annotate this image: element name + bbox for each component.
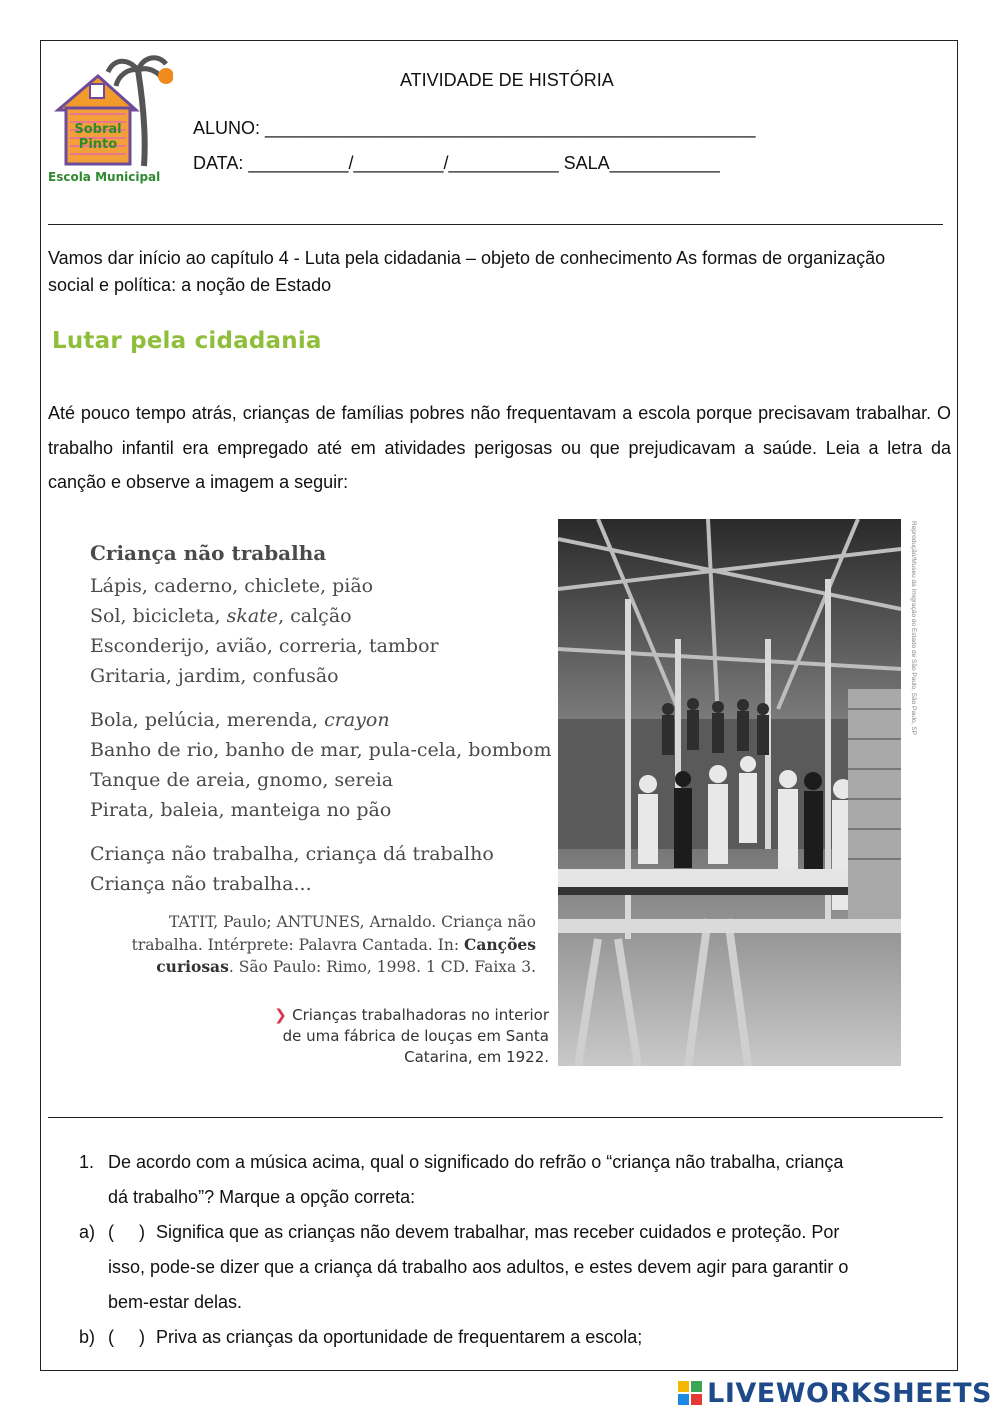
school-logo <box>48 48 173 188</box>
question-1-text-line2: dá trabalho”? Marque a opção correta: <box>108 1187 416 1207</box>
document-title: ATIVIDADE DE HISTÓRIA <box>400 70 614 90</box>
factory-children-photo <box>558 519 901 1066</box>
lyric-line: Lápis, caderno, chiclete, pião <box>90 575 374 597</box>
option-a-text-line3: bem-estar delas. <box>108 1292 243 1312</box>
option-b-label: b) <box>79 1327 96 1347</box>
option-b-text: Priva as crianças da oportunidade de frequentarem a escola; <box>156 1327 643 1347</box>
photo-caption: ❯ Crianças trabalhadoras no interior de uma fábrica de louças em Santa Catarina, em 1922. <box>274 1006 549 1066</box>
question-1-text-line1: De acordo com a música acima, qual o significado do refrão o “criança não trabalha, criança <box>108 1152 844 1172</box>
lyric-line: Tanque de areia, gnomo, sereia <box>90 769 394 791</box>
question-1-number: 1. <box>79 1152 95 1172</box>
logo-text-pinto: Pinto <box>78 137 118 152</box>
liveworksheets-brand[interactable] <box>677 1376 992 1410</box>
intro-paragraph: Até pouco tempo atrás, crianças de famílias pobres não frequentavam a escola porque precisavam trabalhar. O trabalho infantil era empregado até em atividades perigosas ou que prejudicavam a saúde. Leia a letra da canção e observe a imagem a seguir: <box>48 403 951 492</box>
header-divider <box>48 224 943 225</box>
caption-arrow-icon: ❯ <box>274 1006 293 1024</box>
lyric-line: Pirata, baleia, manteiga no pão <box>90 799 392 821</box>
option-b-checkbox[interactable]: ( ) <box>108 1327 145 1347</box>
logo-caption: Escola Municipal <box>48 170 161 184</box>
song-lyrics <box>90 541 550 899</box>
lyric-line: Sol, bicicleta, skate, calção <box>90 605 352 627</box>
lyric-line: Banho de rio, banho de mar, pula-cela, bombom <box>90 739 552 761</box>
option-a-label: a) <box>79 1222 96 1242</box>
photo-side-credit: Reprodução/Museu da Imigração do Estado de São Paulo, São Paulo, SP <box>910 521 917 735</box>
lyric-line: Gritaria, jardim, confusão <box>90 665 339 687</box>
liveworksheets-logo-icon <box>677 1379 703 1407</box>
logo-text-sobral: Sobral <box>74 122 122 137</box>
intro-text: Vamos dar início ao capítulo 4 - Luta pela cidadania – objeto de conhecimento As formas de organização social e política: a noção de Estado <box>48 248 886 295</box>
section-title: Lutar pela cidadania <box>52 328 322 354</box>
factory-photo-image <box>558 519 901 1066</box>
option-a-text-line1: Significa que as crianças não devem trabalhar, mas receber cuidados e proteção. Por <box>156 1222 840 1242</box>
song-credit: TATIT, Paulo; ANTUNES, Arnaldo. Criança não trabalha. Intérprete: Palavra Cantada. In: Canções curiosas. São Paulo: Rimo, 1998. 1 CD. Faixa 3. <box>131 913 536 976</box>
lyric-line: Esconderijo, avião, correria, tambor <box>90 635 439 657</box>
lyric-line: Criança não trabalha, criança dá trabalho <box>90 843 494 865</box>
school-house-palm-logo-icon <box>48 48 173 188</box>
lyric-line: Criança não trabalha... <box>90 873 312 895</box>
student-name-field[interactable]: ALUNO: _________________________________________________ <box>193 118 756 138</box>
song-title: Criança não trabalha <box>90 541 327 565</box>
option-a-text-line2: isso, pode-se dizer que a criança dá trabalho aos adultos, e estes devem agir para garantir o <box>108 1257 849 1277</box>
option-a-checkbox[interactable]: ( ) <box>108 1222 145 1242</box>
brand-text: LIVEWORKSHEETS <box>707 1377 992 1409</box>
section-divider <box>48 1117 943 1118</box>
date-class-field[interactable]: DATA: __________/_________/___________ SALA___________ <box>193 153 720 173</box>
lyric-line: Bola, pelúcia, merenda, crayon <box>90 709 390 731</box>
